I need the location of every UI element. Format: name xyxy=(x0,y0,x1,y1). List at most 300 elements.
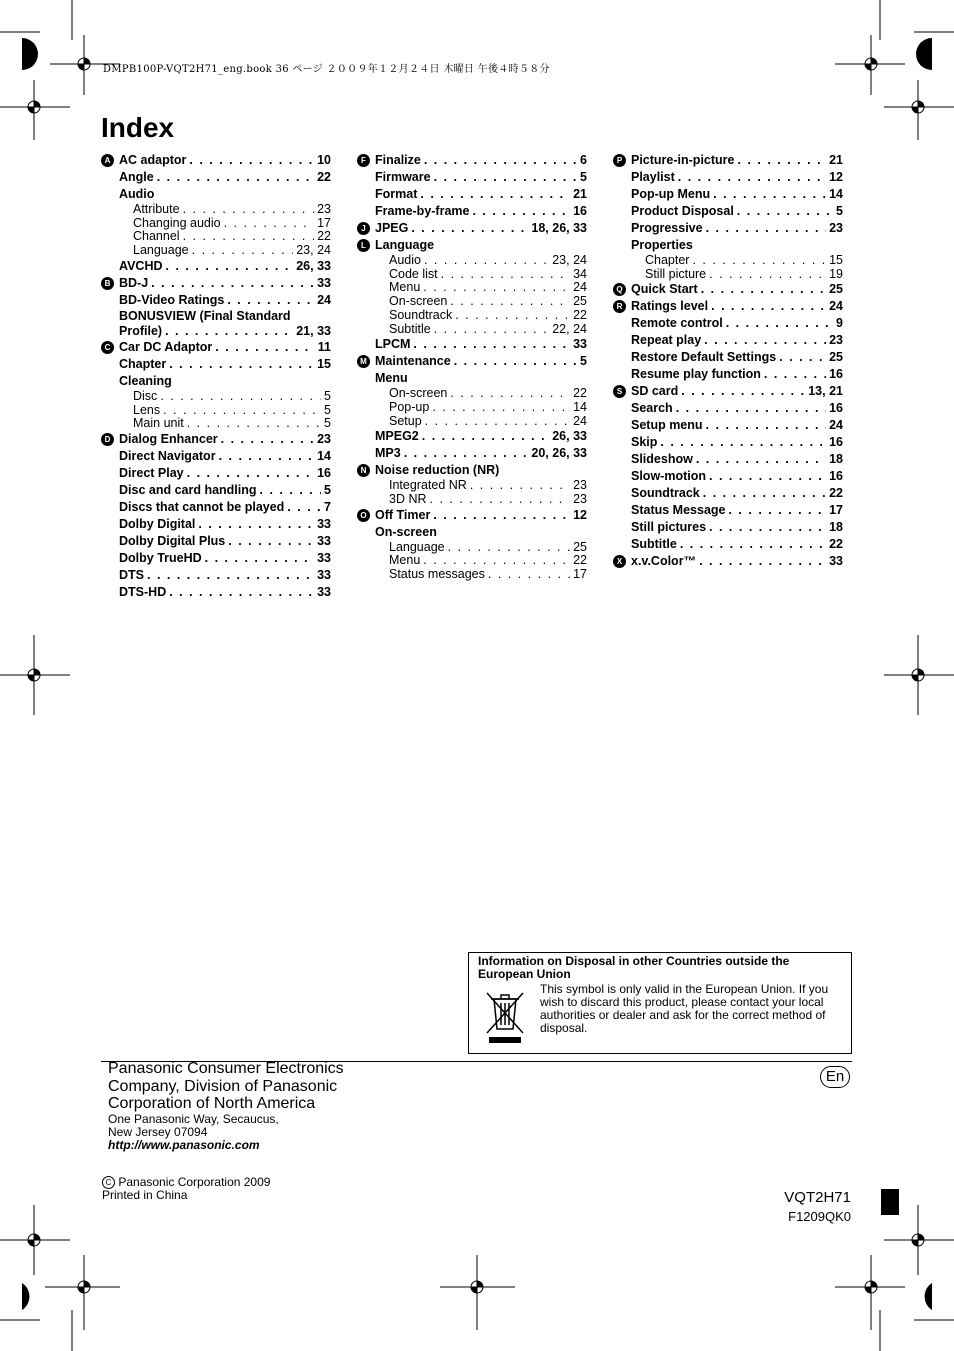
entry-page: 24 xyxy=(829,418,843,433)
entry-page: 34 xyxy=(573,266,587,281)
entry-term: Slow-motion xyxy=(631,469,706,484)
entry-term: Status messages xyxy=(389,567,485,582)
index-entry xyxy=(613,186,843,203)
disposal-title: Information on Disposal in other Countries outside the European Union xyxy=(478,954,790,981)
entry-page: 19 xyxy=(829,266,843,281)
index-entry xyxy=(101,516,331,533)
index-entry xyxy=(101,275,331,292)
index-subentry xyxy=(357,554,587,568)
index-entry xyxy=(357,524,587,541)
entry-page: 33 xyxy=(317,567,331,582)
entry-term: Menu xyxy=(375,371,408,386)
entry-term: Soundtrack xyxy=(631,486,700,501)
index-entry xyxy=(613,434,843,451)
entry-term: LPCM xyxy=(375,337,411,352)
entry-page: 12 xyxy=(829,170,843,184)
entry-page: 33 xyxy=(317,533,331,548)
index-subentry xyxy=(357,268,587,282)
index-entry xyxy=(357,152,587,169)
entry-page: 33 xyxy=(317,516,331,531)
dot-leader xyxy=(187,465,314,482)
dot-leader xyxy=(169,356,314,373)
entry-term: Main unit xyxy=(133,416,184,431)
entry-term: Properties xyxy=(631,238,693,252)
entry-page: 24 xyxy=(573,413,587,428)
dot-leader xyxy=(450,387,570,401)
company-address xyxy=(108,1113,279,1152)
index-subentry xyxy=(357,254,587,268)
dot-leader xyxy=(703,485,826,502)
entry-term: Status Message xyxy=(631,503,726,518)
dot-leader xyxy=(411,220,528,237)
entry-term: Dolby Digital xyxy=(119,516,196,531)
entry-term: Language xyxy=(389,539,445,554)
index-entry xyxy=(357,336,587,353)
entry-page: 5 xyxy=(836,204,843,218)
entry-term: Direct Play xyxy=(119,465,184,480)
entry-page: 11 xyxy=(317,339,331,354)
entry-term: Progressive xyxy=(631,221,703,235)
dot-leader xyxy=(166,258,294,275)
entry-term: Product Disposal xyxy=(631,204,734,218)
dot-leader xyxy=(151,275,314,292)
dot-leader xyxy=(160,390,321,404)
entry-page: 10 xyxy=(317,153,331,167)
dot-leader xyxy=(422,428,549,445)
entry-term: Pop-up Menu xyxy=(631,187,711,201)
entry-page: 20, 26, 33 xyxy=(531,446,587,461)
entry-term: Slideshow xyxy=(631,452,693,467)
entry-page: 18 xyxy=(829,520,843,535)
entry-page: 21 xyxy=(573,187,587,201)
dot-leader xyxy=(424,152,577,169)
dot-leader xyxy=(737,203,833,220)
entry-term: Restore Default Settings xyxy=(631,350,777,365)
entry-term: Setup menu xyxy=(631,418,703,433)
letter-badge: J xyxy=(357,222,370,235)
address-line-1: One Panasonic Way, Secaucus, xyxy=(108,1112,279,1126)
entry-term: Search xyxy=(631,401,673,416)
dot-leader xyxy=(425,415,570,429)
dot-leader xyxy=(441,268,570,282)
company-line-2: Company, Division of Panasonic xyxy=(108,1077,338,1095)
index-subentry xyxy=(357,541,587,555)
entry-page: 24 xyxy=(317,292,331,307)
index-entry xyxy=(101,499,331,516)
entry-term: Ratings level xyxy=(631,299,709,314)
index-subentry xyxy=(101,217,331,231)
index-entry xyxy=(101,550,331,567)
entry-page: 33 xyxy=(829,554,843,569)
entry-page: 22 xyxy=(573,307,587,322)
dot-leader xyxy=(726,315,833,332)
dot-leader xyxy=(709,468,826,485)
dot-leader xyxy=(287,499,321,516)
entry-term: DTS xyxy=(119,567,144,582)
entry-page: 15 xyxy=(829,253,843,267)
index-entry xyxy=(357,237,587,254)
index-entry xyxy=(101,169,331,186)
disposal-text: This symbol is only valid in the European Union. If you wish to discard this product, please contact your local authorities or dealer and ask for the correct method of disposal. xyxy=(540,982,829,1035)
entry-term: Skip xyxy=(631,435,658,450)
dot-leader xyxy=(423,554,570,568)
entry-term: Repeat play xyxy=(631,333,702,348)
dot-leader xyxy=(680,536,826,553)
entry-page: 14 xyxy=(573,399,587,414)
index-entry xyxy=(357,353,587,370)
entry-term: Disc and card handling xyxy=(119,482,257,497)
dot-leader xyxy=(678,169,826,186)
dot-leader xyxy=(434,169,577,186)
index-entry xyxy=(613,519,843,536)
index-entry xyxy=(357,370,587,387)
entry-page: 25 xyxy=(573,294,587,309)
index-subentry xyxy=(101,244,331,258)
entry-page: 14 xyxy=(829,187,843,201)
entry-page: 24 xyxy=(573,280,587,295)
index-entry xyxy=(101,465,331,482)
index-subentry xyxy=(357,479,587,493)
entry-term: Cleaning xyxy=(119,373,172,388)
entry-term: On-screen xyxy=(375,524,437,539)
entry-term: Language xyxy=(375,238,435,252)
dot-leader xyxy=(157,169,314,186)
index-subentry xyxy=(613,254,843,268)
index-subentry xyxy=(357,493,587,507)
entry-page: 16 xyxy=(829,469,843,484)
index-entry xyxy=(613,332,843,349)
dot-leader xyxy=(260,482,322,499)
copyright-block xyxy=(102,1176,270,1202)
letter-badge: A xyxy=(101,154,114,167)
entry-term: Dialog Enhancer xyxy=(119,431,218,446)
index-subentry xyxy=(101,230,331,244)
file-header: DMPB100P-VQT2H71_eng.book 36 ページ ２００９年１２月２４日 木曜日 午後４時５８分 xyxy=(103,64,550,75)
entry-page: 16 xyxy=(317,465,331,480)
entry-term: Subtitle xyxy=(631,537,677,552)
entry-page: 33 xyxy=(317,275,331,290)
index-entry xyxy=(613,553,843,570)
index-entry xyxy=(101,339,331,356)
index-entry xyxy=(101,152,331,169)
entry-term: Profile) xyxy=(119,323,163,338)
index-entry xyxy=(101,584,331,601)
entry-term: Soundtrack xyxy=(389,307,453,322)
index-entry xyxy=(613,169,843,186)
entry-term: Subtitle xyxy=(389,321,431,336)
index-entry xyxy=(101,431,331,448)
entry-page: 23, 24 xyxy=(552,253,587,267)
entry-term: Dolby TrueHD xyxy=(119,550,202,565)
index-entry xyxy=(357,462,587,479)
entry-term: Format xyxy=(375,187,418,201)
entry-page: 5 xyxy=(324,482,331,497)
index-entry xyxy=(613,417,843,434)
company-line-3: Corporation of North America xyxy=(108,1095,316,1112)
entry-term: BD-Video Ratings xyxy=(119,292,225,307)
entry-page: 23 xyxy=(317,202,331,216)
dot-leader xyxy=(711,298,826,315)
index-entry xyxy=(101,373,331,390)
index-entry xyxy=(357,445,587,462)
dot-leader xyxy=(219,448,315,465)
disposal-info-box xyxy=(468,952,852,1054)
entry-term: Quick Start xyxy=(631,282,698,297)
entry-term: Frame-by-frame xyxy=(375,204,470,218)
dot-leader xyxy=(706,220,827,237)
index-entry xyxy=(613,298,843,315)
index-column-1 xyxy=(101,152,331,601)
dot-leader xyxy=(455,309,570,323)
entry-term: Angle xyxy=(119,170,154,184)
entry-term: Audio xyxy=(389,253,421,267)
index-subentry xyxy=(357,568,587,582)
index-entry xyxy=(101,567,331,584)
entry-page: 16 xyxy=(829,367,843,382)
entry-term: On-screen xyxy=(389,386,448,401)
entry-term: Noise reduction (NR) xyxy=(375,463,500,478)
index-subentry xyxy=(357,401,587,415)
index-entry xyxy=(357,169,587,186)
dot-leader xyxy=(696,451,826,468)
letter-badge: R xyxy=(613,300,626,313)
entry-term: Pop-up xyxy=(389,399,430,414)
dot-leader xyxy=(192,244,294,258)
index-entry xyxy=(613,220,843,237)
entry-term: Dolby Digital Plus xyxy=(119,533,226,548)
address-line-2: New Jersey 07094 xyxy=(108,1125,208,1139)
company-line-1: Panasonic Consumer Electronics xyxy=(108,1060,344,1077)
index-entry xyxy=(613,349,843,366)
dot-leader xyxy=(448,541,570,555)
letter-badge: N xyxy=(357,464,370,477)
index-entry xyxy=(101,258,331,275)
entry-term: SD card xyxy=(631,384,679,399)
letter-badge: M xyxy=(357,355,370,368)
entry-page: 23 xyxy=(829,333,843,348)
dot-leader xyxy=(706,417,827,434)
dot-leader xyxy=(779,349,826,366)
entry-term: Changing audio xyxy=(133,215,221,230)
dot-leader xyxy=(676,400,826,417)
entry-page: 16 xyxy=(829,435,843,450)
index-subentry xyxy=(357,309,587,323)
dot-leader xyxy=(470,479,570,493)
entry-page: 15 xyxy=(317,356,331,371)
entry-page: 18 xyxy=(829,452,843,467)
index-subentry xyxy=(357,415,587,429)
dot-leader xyxy=(488,568,570,582)
dot-leader xyxy=(423,281,570,295)
entry-term: On-screen xyxy=(389,294,448,309)
dot-leader xyxy=(692,254,826,268)
index-entry xyxy=(613,366,843,383)
dot-leader xyxy=(454,353,577,370)
entry-page: 22 xyxy=(317,170,331,184)
index-entry xyxy=(101,533,331,550)
dot-leader xyxy=(738,152,827,169)
index-entry xyxy=(613,152,843,169)
entry-term: Direct Navigator xyxy=(119,448,216,463)
entry-term: Remote control xyxy=(631,316,723,331)
index-entry xyxy=(101,324,331,339)
entry-page: 16 xyxy=(829,401,843,416)
dot-leader xyxy=(169,584,314,601)
index-subentry xyxy=(357,295,587,309)
entry-page: 26, 33 xyxy=(296,258,331,273)
index-column-2 xyxy=(357,152,587,582)
entry-page: 21 xyxy=(829,153,843,167)
entry-page: 25 xyxy=(829,350,843,365)
dot-leader xyxy=(709,268,826,282)
index-subentry xyxy=(101,417,331,431)
entry-term: Code list xyxy=(389,266,438,281)
index-subentry xyxy=(613,268,843,282)
entry-term: MP3 xyxy=(375,446,401,461)
dot-leader xyxy=(183,203,315,217)
entry-page: 22 xyxy=(829,537,843,552)
index-entry xyxy=(613,485,843,502)
entry-term: AC adaptor xyxy=(119,153,187,167)
entry-page: 5 xyxy=(324,416,331,431)
entry-term: Chapter xyxy=(645,253,690,267)
copyright-text: Panasonic Corporation 2009 xyxy=(118,1175,271,1189)
entry-term: Chapter xyxy=(119,356,167,371)
letter-badge: Q xyxy=(613,283,626,296)
entry-term: Audio xyxy=(119,187,155,201)
index-entry xyxy=(613,400,843,417)
index-entry xyxy=(357,428,587,445)
index-subentry xyxy=(101,404,331,418)
index-entry xyxy=(101,482,331,499)
entry-term: JPEG xyxy=(375,221,409,235)
entry-term: Off Timer xyxy=(375,507,431,522)
dot-leader xyxy=(701,281,826,298)
entry-page: 18, 26, 33 xyxy=(531,221,587,235)
dot-leader xyxy=(183,230,315,244)
entry-page: 12 xyxy=(573,507,587,522)
language-badge: En xyxy=(820,1066,850,1088)
entry-term: AVCHD xyxy=(119,258,163,273)
entry-term: Firmware xyxy=(375,170,431,184)
dot-leader xyxy=(420,186,570,203)
crossed-bin-icon xyxy=(485,989,525,1045)
entry-page: 22, 24 xyxy=(552,321,587,336)
entry-term: Disc xyxy=(133,388,158,403)
index-entry xyxy=(357,220,587,237)
index-entry xyxy=(613,315,843,332)
entry-page: 33 xyxy=(317,584,331,599)
entry-term: BONUSVIEW (Final Standard xyxy=(119,308,291,323)
index-entry xyxy=(613,536,843,553)
index-entry xyxy=(357,507,587,524)
index-subentry xyxy=(357,323,587,337)
index-subentry xyxy=(357,281,587,295)
index-entry xyxy=(613,383,843,400)
entry-page: 5 xyxy=(580,170,587,184)
entry-page: 17 xyxy=(573,567,587,582)
dot-leader xyxy=(450,295,570,309)
entry-page: 23 xyxy=(829,221,843,235)
dot-leader xyxy=(681,383,805,400)
entry-page: 14 xyxy=(317,448,331,463)
entry-term: Discs that cannot be played xyxy=(119,499,285,514)
company-name xyxy=(108,1060,344,1113)
entry-page: 23 xyxy=(317,431,331,446)
entry-term: MPEG2 xyxy=(375,429,419,444)
model-number: VQT2H71 xyxy=(784,1189,851,1206)
entry-page: 16 xyxy=(573,204,587,218)
letter-badge: S xyxy=(613,385,626,398)
printed-in: Printed in China xyxy=(102,1188,188,1203)
dot-leader xyxy=(434,323,550,337)
index-entry xyxy=(357,186,587,203)
dot-leader xyxy=(413,336,570,353)
index-entry xyxy=(613,451,843,468)
letter-badge: B xyxy=(101,277,114,290)
index-subentry xyxy=(101,390,331,404)
index-subentry xyxy=(357,387,587,401)
entry-term: Attribute xyxy=(133,202,180,216)
dot-leader xyxy=(165,324,293,339)
company-url[interactable]: http://www.panasonic.com xyxy=(108,1138,260,1152)
entry-page: 26, 33 xyxy=(552,429,587,444)
entry-page: 22 xyxy=(829,486,843,501)
page-title: Index xyxy=(101,112,175,143)
dot-leader xyxy=(699,553,826,570)
entry-term: Finalize xyxy=(375,153,421,167)
letter-badge: L xyxy=(357,239,370,252)
letter-badge: F xyxy=(357,154,370,167)
entry-page: 33 xyxy=(317,550,331,565)
dot-leader xyxy=(472,203,570,220)
entry-page: 23 xyxy=(573,478,587,493)
dot-leader xyxy=(221,431,314,448)
entry-page: 33 xyxy=(573,337,587,352)
copyright-icon: C xyxy=(102,1176,115,1189)
index-entry xyxy=(101,292,331,309)
entry-term: Setup xyxy=(389,413,422,428)
dot-leader xyxy=(198,516,314,533)
entry-term: Lens xyxy=(133,402,161,417)
entry-page: 5 xyxy=(324,388,331,403)
letter-badge: X xyxy=(613,555,626,568)
dot-leader xyxy=(660,434,826,451)
entry-term: Integrated NR xyxy=(389,478,467,493)
entry-term: Still picture xyxy=(645,266,707,281)
entry-term: x.v.Color™ xyxy=(631,554,697,569)
dot-leader xyxy=(764,366,826,383)
dot-leader xyxy=(147,567,314,584)
letter-badge: C xyxy=(101,341,114,354)
entry-page: 17 xyxy=(829,503,843,518)
entry-page: 25 xyxy=(829,282,843,297)
index-entry xyxy=(613,502,843,519)
dot-leader xyxy=(227,292,314,309)
entry-page: 24 xyxy=(829,299,843,314)
entry-page: 23 xyxy=(573,492,587,507)
dot-leader xyxy=(189,152,314,169)
entry-page: 9 xyxy=(836,316,843,331)
dot-leader xyxy=(224,217,315,231)
dot-leader xyxy=(404,445,529,462)
index-entry xyxy=(357,203,587,220)
dot-leader xyxy=(205,550,314,567)
entry-term: Maintenance xyxy=(375,354,451,369)
index-entry xyxy=(101,356,331,373)
dot-leader xyxy=(228,533,314,550)
index-entry xyxy=(101,186,331,203)
